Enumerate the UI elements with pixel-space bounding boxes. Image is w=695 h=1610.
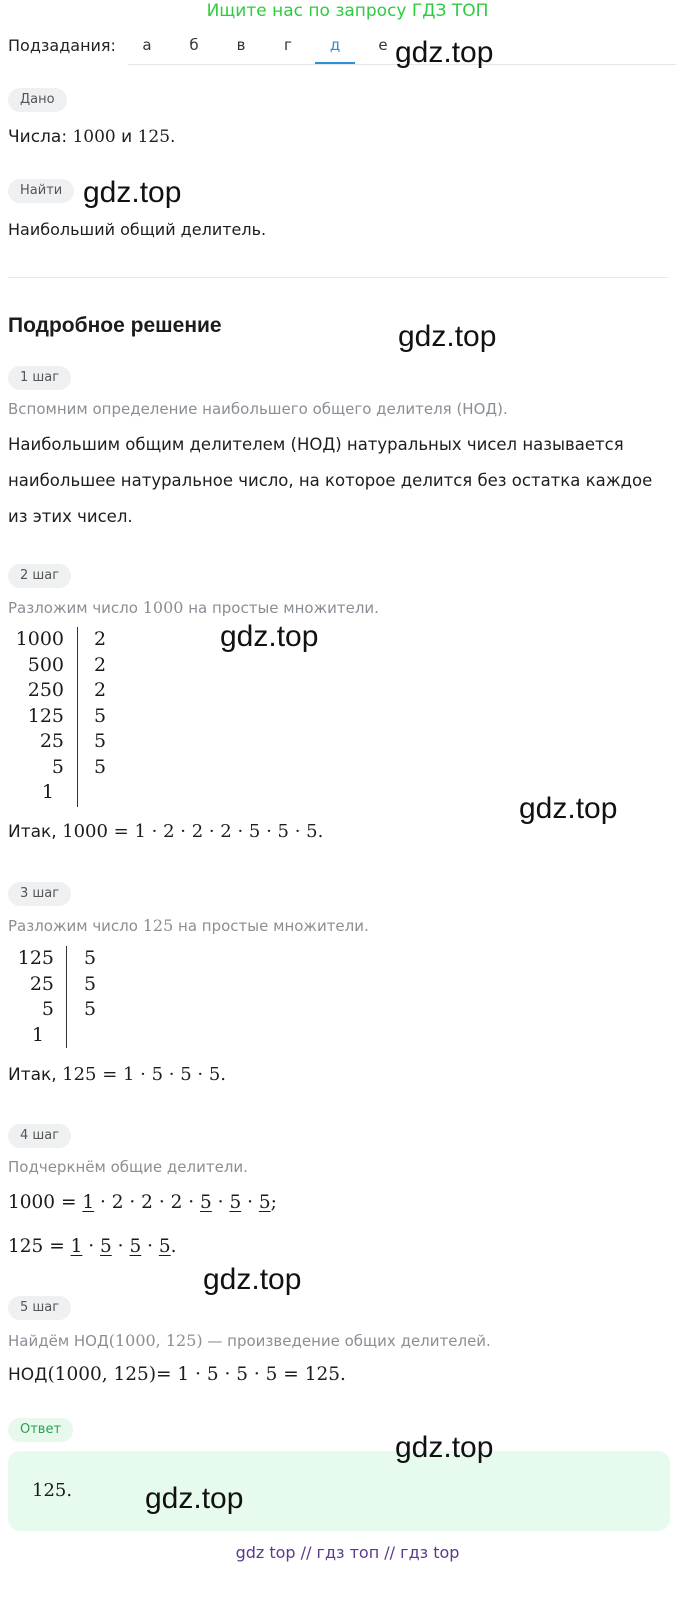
section-divider <box>8 277 668 278</box>
step5-hint-prefix: Найдём <box>8 1332 74 1350</box>
footer-separator: // <box>384 1543 396 1562</box>
watermark: gdz.top <box>395 36 494 69</box>
footer-links <box>0 1543 695 1562</box>
fac-left-cell: 1000 <box>15 628 64 650</box>
step5-hint <box>8 1331 491 1350</box>
factor-table-1000-right <box>94 627 106 780</box>
factor-divider-line <box>77 627 78 807</box>
watermark: gdz.top <box>83 176 182 209</box>
step3-pill: 3 шаг <box>8 882 71 906</box>
fac-right-cell: 5 <box>94 730 107 752</box>
fac-left-cell: 1 <box>31 1023 44 1046</box>
factor-table-125-left <box>8 946 54 1048</box>
fac-left-cell: 25 <box>29 972 54 995</box>
step2-result-prefix: Итак, <box>8 822 63 842</box>
answer-box <box>8 1451 670 1531</box>
subtask-tab-b[interactable]: б <box>189 36 199 54</box>
watermark: gdz.top <box>220 620 319 653</box>
given-and: и <box>115 127 138 147</box>
step4-line-125: 125 = 1 · 5 · 5 · 5. <box>8 1236 177 1257</box>
fac-left-cell: 125 <box>27 704 64 727</box>
step4-line-1000: 1000 = 1 · 2 · 2 · 2 · 5 · 5 · 5; <box>8 1192 277 1213</box>
fac-left-cell: 1 <box>41 781 54 803</box>
watermark: gdz.top <box>395 1431 494 1464</box>
step1-definition: Наибольшим общим делителем (НОД) натуральных чисел называется наибольшее натуральное число, на которое делится без остатка каждое из этих чисел. <box>8 435 653 526</box>
given-number-a: 1000 <box>72 127 116 147</box>
step5-hint-nod: НОД <box>73 1332 109 1350</box>
step1-hint: Вспомним определение наибольшего общего делителя (НОД). <box>8 400 508 418</box>
given-pill: Дано <box>8 88 67 112</box>
step2-result-formula: 1000 = 1 · 2 · 2 · 2 · 5 · 5 · 5. <box>62 821 324 842</box>
answer-pill: Ответ <box>8 1418 73 1442</box>
given-number-b: 125 <box>137 127 171 147</box>
subtasks-label: Подзадания: <box>8 36 116 55</box>
find-pill: Найти <box>8 179 74 203</box>
fac-left-cell: 125 <box>17 947 54 969</box>
watermark: gdz.top <box>398 320 497 353</box>
footer-separator: // <box>300 1543 312 1562</box>
fac-right-cell: 2 <box>94 653 107 676</box>
step5-pill: 5 шаг <box>8 1296 71 1320</box>
step1-pill: 1 шаг <box>8 366 71 390</box>
footer-link-gdz-top-mixed[interactable]: гдз top <box>400 1543 460 1562</box>
factor-table-1000-left <box>8 627 64 806</box>
fac-left-cell: 5 <box>41 998 54 1020</box>
step5-result-formula: (1000, 125)= 1 · 5 · 5 · 5 = 125. <box>47 1364 346 1385</box>
step2-hint <box>8 598 379 617</box>
step4-pill: 4 шаг <box>8 1124 71 1148</box>
find-text: Наибольший общий делитель. <box>8 220 267 239</box>
step5-hint-math: (1000, 125) <box>108 1331 203 1350</box>
factor-table-125-right <box>84 946 96 1023</box>
factor-divider-line <box>66 946 67 1048</box>
step5-nod-label: НОД <box>8 1365 48 1385</box>
step4-lhs-125: 125 = <box>8 1236 71 1257</box>
answer-value: 125. <box>32 1480 73 1501</box>
footer-link-gdz-top[interactable]: gdz top <box>235 1543 296 1562</box>
subtask-tab-a[interactable]: а <box>142 36 152 54</box>
fac-left-cell: 500 <box>27 653 64 676</box>
step4-hint: Подчеркнём общие делители. <box>8 1158 248 1176</box>
step2-pill: 2 шаг <box>8 564 71 588</box>
watermark: gdz.top <box>203 1263 302 1296</box>
fac-right-cell: 2 <box>94 679 107 701</box>
fac-left-cell: 250 <box>27 679 64 701</box>
fac-right-cell: 5 <box>84 972 97 995</box>
step5-result <box>8 1364 346 1385</box>
active-tab-indicator <box>315 62 355 64</box>
step2-result <box>8 821 323 842</box>
step3-result-prefix: Итак, <box>8 1065 63 1085</box>
fac-right-cell: 5 <box>94 755 107 778</box>
step3-hint <box>8 916 369 935</box>
fac-left-cell: 5 <box>51 755 64 778</box>
given-text <box>8 127 175 147</box>
fac-right-cell: 5 <box>84 947 97 969</box>
watermark: gdz.top <box>519 792 618 825</box>
subtask-tab-g[interactable]: г <box>284 36 292 54</box>
step3-result <box>8 1064 226 1085</box>
subtask-tab-d-active[interactable]: д <box>329 36 341 54</box>
step2-hint-number: 1000 <box>142 598 184 617</box>
given-prefix: Числа: <box>8 127 73 147</box>
step4-lhs-1000: 1000 = <box>8 1192 83 1213</box>
fac-left-cell: 25 <box>39 730 64 752</box>
step3-hint-prefix: Разложим число <box>8 917 143 935</box>
step2-hint-suffix: на простые множители. <box>183 599 379 617</box>
step5-hint-suffix: — произведение общих делителей. <box>202 1332 491 1350</box>
subtask-tab-e[interactable]: е <box>378 36 388 54</box>
step3-hint-suffix: на простые множители. <box>173 917 369 935</box>
fac-right-cell: 2 <box>94 628 107 650</box>
fac-right-cell: 5 <box>84 998 97 1020</box>
subtask-tab-v[interactable]: в <box>236 36 246 54</box>
step3-result-formula: 125 = 1 · 5 · 5 · 5. <box>62 1064 227 1085</box>
search-banner: Ищите нас по запросу ГДЗ ТОП <box>206 1 489 21</box>
watermark: gdz.top <box>145 1482 244 1515</box>
step3-hint-number: 125 <box>142 916 174 935</box>
step2-hint-prefix: Разложим число <box>8 599 143 617</box>
fac-right-cell: 5 <box>94 704 107 727</box>
solution-heading: Подробное решение <box>8 314 222 337</box>
footer-link-gdz-top-ru[interactable]: гдз топ <box>316 1543 380 1562</box>
given-end: . <box>170 127 176 147</box>
